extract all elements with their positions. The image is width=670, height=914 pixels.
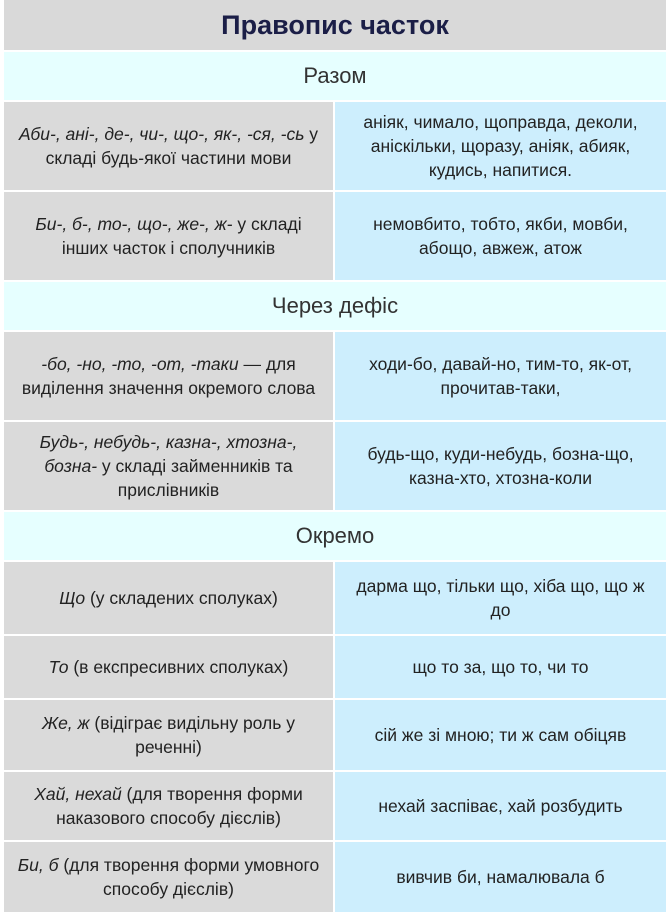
table-row	[4, 422, 666, 510]
table-row	[4, 636, 666, 698]
rule-cell	[4, 562, 333, 634]
table-title: Правопис часток	[4, 0, 666, 50]
rule-description: у складі будь-якої частини мови	[45, 124, 319, 168]
examples-cell: ходи-бо, давай-но, тим-то, як-от, прочитав-таки,	[335, 332, 666, 420]
rule-cell	[4, 192, 333, 280]
examples-cell: сій же зі мною; ти ж сам обіцяв	[335, 700, 666, 770]
section-heading-separately: Окремо	[4, 512, 666, 560]
rule-description: (в експресивних сполуках)	[68, 657, 289, 677]
rule-cell	[4, 332, 333, 420]
examples-cell: будь-що, куди-небудь, бозна-що, казна-хто, хтозна-коли	[335, 422, 666, 510]
particles-spelling-table	[4, 0, 666, 914]
rule-cell	[4, 842, 333, 912]
examples-cell: немовбито, тобто, якби, мовби, абощо, авжеж, атож	[335, 192, 666, 280]
rule-description: — для виділення значення окремого слова	[21, 354, 316, 398]
examples-cell: що то за, що то, чи то	[335, 636, 666, 698]
particle-list: Би, б	[17, 855, 59, 875]
table-row	[4, 562, 666, 634]
examples-cell: нехай заспіває, хай розбудить	[335, 772, 666, 840]
section-heading-hyphen: Через дефіс	[4, 282, 666, 330]
table-row	[4, 102, 666, 190]
rule-cell	[4, 102, 333, 190]
rule-description: (для творення форми наказового способу дієслів)	[56, 784, 303, 828]
table-row	[4, 772, 666, 840]
rule-description: у складі займенників та прислівників	[97, 456, 293, 500]
rule-description: (відіграє видільну роль у реченні)	[89, 713, 295, 757]
particle-list: Аби-, ані-, де-, чи-, що-, як-, -ся, -сь	[18, 124, 305, 144]
rule-description: (у складених сполуках)	[85, 588, 278, 608]
particle-list: Би-, б-, то-, що-, же-, ж-	[35, 214, 233, 234]
examples-cell: вивчив би, намалювала б	[335, 842, 666, 912]
rule-cell	[4, 772, 333, 840]
examples-cell: дарма що, тільки що, хіба що, що ж до	[335, 562, 666, 634]
table-row	[4, 842, 666, 912]
particle-list: Будь-, небудь-, казна-, хтозна-, бозна-	[39, 432, 298, 476]
particle-list: -бо, -но, -то, -от, -таки	[41, 354, 239, 374]
section-heading-together: Разом	[4, 52, 666, 100]
rule-cell	[4, 422, 333, 510]
particle-list: Що	[59, 588, 86, 608]
table-row	[4, 700, 666, 770]
rule-description: у складі інших часток і сполучників	[61, 214, 302, 258]
table-row	[4, 192, 666, 280]
rule-description: (для творення форми умовного способу дієслів)	[58, 855, 320, 899]
table-row	[4, 332, 666, 420]
particle-list: То	[48, 657, 69, 677]
rule-cell	[4, 636, 333, 698]
particle-list: Же, ж	[42, 713, 90, 733]
examples-cell: аніяк, чимало, щоправда, деколи, аніскільки, щоразу, аніяк, абияк, кудись, напитися.	[335, 102, 666, 190]
particle-list: Хай, нехай	[34, 784, 122, 804]
rule-cell	[4, 700, 333, 770]
